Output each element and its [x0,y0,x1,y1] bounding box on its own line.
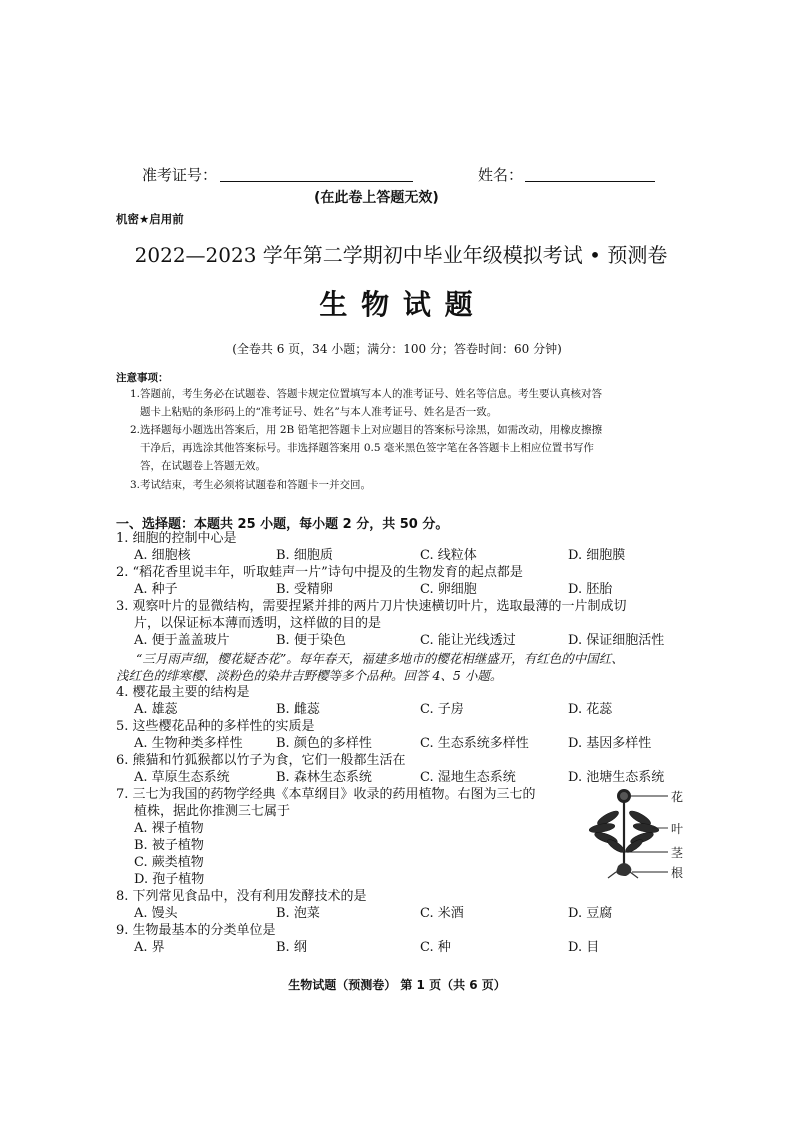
question-9: 9. 生物最基本的分类单位是 [116,923,276,938]
option-b: B. 纲 [276,940,307,955]
option-d: D. 保证细胞活性 [568,633,665,648]
question-6: 6. 熊猫和竹狐猴都以竹子为食，它们一般都生活在 [116,753,406,768]
option-d: D. 基因多样性 [568,736,652,751]
question-7: 7. 三七为我国的药物学经典《本草纲目》收录的药用植物。右图为三七的 [116,787,536,802]
option-a: A. 馒头 [134,906,178,921]
name-blank [525,181,655,182]
question-4: 4. 樱花最主要的结构是 [116,685,250,700]
option-d: D. 目 [568,940,600,955]
option-a: A. 细胞核 [134,548,191,563]
option-d: D. 胚胎 [568,582,613,597]
option-b: B. 泡菜 [276,906,320,921]
option-c: C. 卵细胞 [420,582,477,597]
option-c: C. 种 [420,940,451,955]
option-c: C. 线粒体 [420,548,477,563]
option-c: C. 子房 [420,702,464,717]
label-root: 根 [671,866,684,880]
question-3: 3. 观察叶片的显微结构，需要捏紧并排的两片刀片快速横切叶片，选取最薄的一片制成切 [116,599,627,614]
option-a: A. 界 [134,940,165,955]
question-7-cont: 植株，据此你推测三七属于 [134,804,291,819]
plant-figure [582,780,694,880]
secret-label: 机密★启用前 [116,212,184,226]
subject-title: 生 物 试 题 [319,288,475,321]
option-a: A. 生物种类多样性 [134,736,243,751]
exam-id-blank [220,181,413,182]
option-b: B. 颜色的多样性 [276,736,372,751]
question-8: 8. 下列常见食品中，没有利用发酵技术的是 [116,889,367,904]
option-c: C. 能让光线透过 [420,633,516,648]
option-b: B. 便于染色 [276,633,346,648]
option-c: C. 蕨类植物 [134,855,204,870]
option-a: A. 种子 [134,582,178,597]
option-a: A. 草原生态系统 [134,770,230,785]
page-footer: 生物试题（预测卷） 第 1 页（共 6 页） [288,978,506,992]
notice-item: 3. 考试结束，考生必须将试题卷和答题卡一并交回。 [130,479,371,491]
exam-id-label: 准考证号： [142,166,218,184]
question-5: 5. 这些樱花品种的多样性的实质是 [116,719,315,734]
option-d: D. 孢子植物 [134,872,205,887]
option-a: A. 便于盖盖玻片 [134,633,230,648]
option-b: B. 被子植物 [134,838,204,853]
option-c: C. 湿地生态系统 [420,770,516,785]
passage-line-1: “三月雨声细，樱花疑杏花”。每年春天，福建多地市的樱花相继盛开，有红色的中国红、 [136,651,624,666]
passage-line-2: 浅红色的绯寒樱、淡粉色的染井吉野樱等多个品种。回答 4、5 小题。 [116,668,503,683]
option-d: D. 花蕊 [568,702,613,717]
option-a: A. 裸子植物 [134,821,204,836]
option-b: B. 细胞质 [276,548,333,563]
option-b: B. 森林生态系统 [276,770,372,785]
option-c: C. 生态系统多样性 [420,736,529,751]
exam-info: (全卷共 6 页，34 小题；满分：100 分；答卷时间：60 分钟) [232,342,562,356]
label-stem: 茎 [671,846,684,860]
option-d: D. 细胞膜 [568,548,626,563]
option-b: B. 雌蕊 [276,702,320,717]
notice-item: 2. 选择题每小题选出答案后，用 2B 铅笔把答题卡上对应题目的答案标号涂黑，如需改动，用橡皮擦擦 干净后，再选涂其他答案标号。非选择题答案用 0.5 毫米黑色签字笔在各答题卡上相应位置书写作 答，在试题卷上答题无效。 [130,424,603,472]
section-heading: 一、选择题：本题共 25 小题，每小题 2 分，共 50 分。 [116,517,449,532]
notice-item: 1. 答题前，考生务必在试题卷、答题卡规定位置填写本人的准考证号、姓名等信息。考生要认真核对答 题卡上粘贴的条形码上的“准考证号、姓名”与本人准考证号、姓名是否一致。 [130,388,602,418]
notice-heading: 注意事项： [116,372,169,384]
option-d: D. 豆腐 [568,906,613,921]
option-d: D. 池塘生态系统 [568,770,665,785]
option-a: A. 雄蕊 [134,702,178,717]
option-c: C. 米酒 [420,906,464,921]
invalid-note: (在此卷上答题无效) [314,190,439,206]
option-b: B. 受精卵 [276,582,333,597]
exam-title: 2022—2023 学年第二学期初中毕业年级模拟考试 • 预测卷 [134,243,668,267]
question-3-cont: 片，以保证标本薄而透明，这样做的目的是 [134,616,382,631]
name-label: 姓名： [478,166,524,184]
question-2: 2. “稻花香里说丰年，听取蛙声一片”诗句中提及的生物发育的起点都是 [116,565,523,580]
question-1: 1. 细胞的控制中心是 [116,531,237,546]
label-leaf: 叶 [671,822,684,836]
label-flower: 花 [671,790,684,804]
